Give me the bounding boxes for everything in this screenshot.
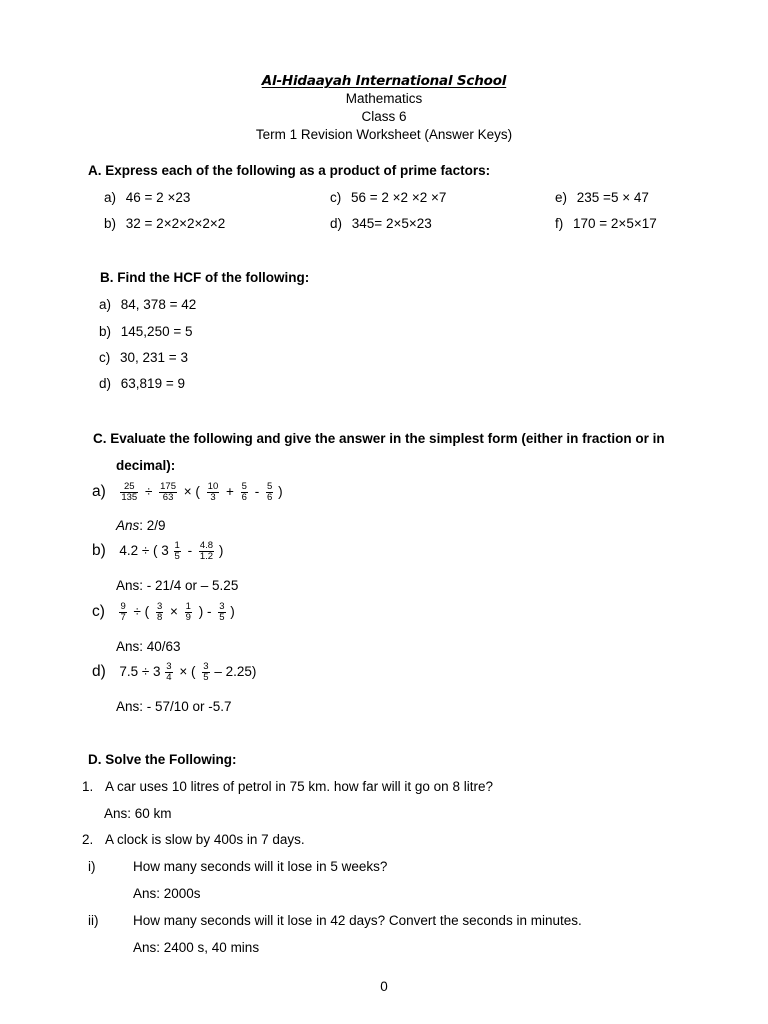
section-d-heading: D. Solve the Following: [88,752,237,767]
item-text: 235 =5 × 47 [576,190,649,205]
expression-lead: 4.2 ÷ ( 3 [119,543,169,559]
numerator: 3 [203,661,209,672]
section-c-answer-b: Ans: - 21/4 or – 5.25 [116,578,239,593]
expression-lead: 7.5 ÷ 3 [119,664,161,680]
section-a-item-f [555,216,657,232]
section-d-question-1 [82,779,493,795]
section-d-answer-ii: Ans: 2400 s, 40 mins [133,940,260,955]
question-number: 1. [82,779,94,794]
question-text: A car uses 10 litres of petrol in 75 km. how far will it go on 8 litre? [105,779,493,794]
item-label: d) [330,216,343,231]
fraction [266,482,273,503]
section-d-subquestion-i-label: i) [88,859,96,874]
section-c-heading: C. Evaluate the following and give the answer in the simplest form (either in fraction or in [93,431,665,446]
item-label: f) [555,216,564,231]
denominator: 6 [241,491,247,503]
denominator: 9 [185,611,191,623]
item-text: 32 = 2×2×2×2×2 [125,216,226,231]
denominator: 3 [210,491,216,503]
section-c-question-a [92,482,283,503]
denominator: 5 [174,550,180,562]
answer-value: : 2/9 [139,518,166,533]
class-title: Class 6 [361,109,407,124]
fraction [159,482,177,503]
numerator: 1 [174,540,180,551]
operator: ÷ ( [133,604,150,620]
section-c-question-c [92,602,235,623]
numerator: 1 [185,601,191,612]
section-b-heading: B. Find the HCF of the following: [100,270,310,285]
numerator: 3 [219,601,225,612]
section-d-subquestion-ii: How many seconds will it lose in 42 days? Convert the seconds in minutes. [133,913,582,928]
fraction [120,482,138,503]
school-name: Al-Hidaayah International School [261,73,507,89]
denominator: 1.2 [199,550,214,562]
item-label: a) [99,297,112,312]
section-a-item-b [104,216,225,232]
section-c-question-b [92,541,223,562]
fraction [185,602,192,623]
section-d-subquestion-ii-label: ii) [88,913,99,928]
numerator: 3 [166,661,172,672]
page-number: 0 [380,979,388,994]
expression-tail: – 2.25) [214,664,257,680]
item-label: c) [99,350,111,365]
item-label: d) [99,376,112,391]
denominator: 7 [120,611,126,623]
numerator: 3 [156,601,163,612]
section-c-answer-c: Ans: 40/63 [116,639,181,654]
question-label: c) [92,603,105,621]
operator: × ( [183,484,200,500]
numerator: 4.8 [199,540,214,551]
item-label: b) [99,324,112,339]
item-label: c) [330,190,342,205]
item-label: b) [104,216,117,231]
item-text: 84, 378 = 42 [120,297,197,312]
item-text: 56 = 2 ×2 ×2 ×7 [351,190,447,205]
operator: - [187,543,193,559]
item-label: a) [104,190,117,205]
fraction [156,602,163,623]
item-text: 63,819 = 9 [120,376,185,391]
operator: × ( [179,664,196,680]
section-a-item-a [104,190,190,206]
paren-close: ) [230,604,235,620]
item-text: 46 = 2 ×23 [125,190,191,205]
item-text: 170 = 2×5×17 [573,216,657,231]
fraction [218,602,225,623]
answer-prefix: Ans [116,518,140,533]
item-text: 145,250 = 5 [120,324,193,339]
paren-close: ) [278,484,283,500]
denominator: 5 [219,611,225,623]
numerator: 5 [241,481,247,492]
fraction [207,482,220,503]
denominator: 6 [267,491,273,503]
denominator: 8 [156,611,163,623]
denominator: 5 [203,671,209,683]
section-d-answer-1: Ans: 60 km [104,806,172,821]
section-b-item-d [99,376,185,392]
numerator: 10 [207,481,219,492]
question-text: A clock is slow by 400s in 7 days. [105,832,305,847]
numerator: 5 [267,481,273,492]
section-a-item-e [555,190,649,206]
section-c-heading-cont: decimal): [116,458,176,473]
operator: × [170,604,178,620]
section-b-item-c [99,350,188,366]
section-c-question-d [92,662,256,683]
numerator: 175 [160,481,176,492]
numerator: 9 [120,601,126,612]
item-text: 345= 2×5×23 [351,216,432,231]
fraction [165,662,172,683]
paren-close: ) [218,543,224,559]
denominator: 63 [162,491,174,503]
section-b-item-b [99,324,192,340]
section-b-item-a [99,297,196,313]
fraction [174,541,181,562]
question-label: a) [92,483,106,501]
worksheet-title: Term 1 Revision Worksheet (Answer Keys) [255,127,513,142]
section-c-answer-d: Ans: - 57/10 or -5.7 [116,699,232,714]
operator: + [226,484,234,500]
section-a-item-d [330,216,432,232]
section-a-item-c [330,190,446,206]
numerator: 25 [120,482,138,493]
section-d-subquestion-i: How many seconds will it lose in 5 weeks? [133,859,388,874]
fraction [202,662,209,683]
denominator: 135 [121,491,138,503]
question-number: 2. [82,832,94,847]
item-text: 30, 231 = 3 [120,350,188,365]
section-d-answer-i: Ans: 2000s [133,886,201,901]
section-c-answer-a [116,518,166,534]
subject-title: Mathematics [345,91,423,106]
operator: - [254,484,260,500]
denominator: 4 [166,671,172,683]
question-label: d) [92,663,106,681]
fraction [199,541,214,562]
question-label: b) [92,542,106,560]
item-label: e) [555,190,568,205]
operator: ) - [198,604,212,620]
fraction [241,482,248,503]
section-d-question-2 [82,832,305,848]
fraction [119,602,126,623]
operator: ÷ [144,484,153,500]
section-a-heading: A. Express each of the following as a product of prime factors: [88,163,491,178]
